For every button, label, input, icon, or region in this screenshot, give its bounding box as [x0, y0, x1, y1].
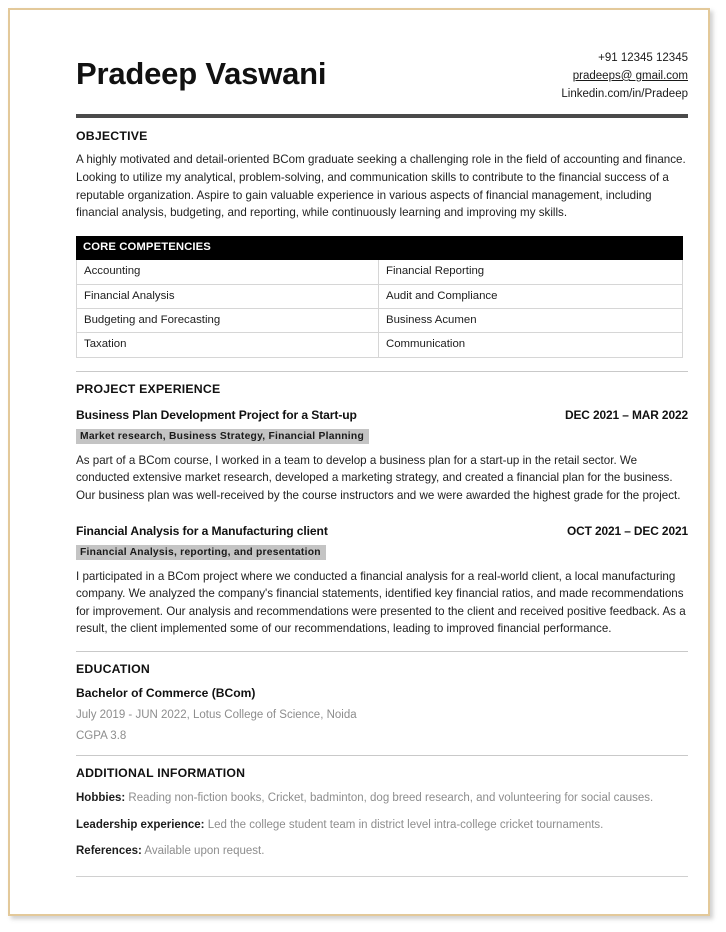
project-dates: DEC 2021 – MAR 2022 — [564, 407, 688, 422]
additional-info-label: Hobbies: — [76, 791, 126, 804]
section-core-competencies — [76, 236, 688, 358]
section-objective — [76, 129, 688, 221]
project-header — [76, 408, 688, 422]
additional-info-label: References: — [76, 845, 142, 858]
project-title: Financial Analysis for a Manufacturing client — [76, 523, 328, 538]
additional-info-item — [76, 817, 688, 834]
additional-info-item — [76, 843, 688, 860]
competency-cell: Budgeting and Forecasting — [77, 308, 379, 332]
core-competencies-table — [76, 236, 683, 358]
competency-cell: Accounting — [77, 260, 379, 284]
contact-linkedin[interactable]: Linkedin.com/in/Pradeep — [561, 87, 688, 100]
divider-project-experience — [76, 371, 688, 372]
project-tags: Market research, Business Strategy, Financial Planning — [76, 429, 369, 444]
project-dates: OCT 2021 – DEC 2021 — [566, 523, 688, 538]
resume-page — [8, 8, 710, 916]
divider-additional-information — [76, 755, 688, 756]
divider-footer — [76, 876, 688, 877]
project-description: As part of a BCom course, I worked in a team to develop a business plan for a start-up in the retail sector. We conducted extensive market research, developed a marketing strategy, and created a financial plan for the business. Our business plan was well-received by the course instructors and we were awarded the highest grade for the project. — [76, 453, 681, 502]
section-title-education: EDUCATION — [76, 661, 150, 676]
contact-phone: +91 12345 12345 — [598, 52, 688, 64]
project-description: I participated in a BCom project where we conducted a financial analysis for a real-world client, a local manufacturing company. We analyzed the company's financial statements, identified key financial ratios, and made recommendations for improvement. Our analysis and recommendations were presented to the client and received positive feedback. As a result, the client implemented some of our recommendations, leading to improved financial performance. — [76, 569, 686, 636]
section-project-experience — [76, 382, 688, 638]
competency-cell: Financial Analysis — [77, 284, 379, 308]
additional-info-value: Available upon request. — [144, 845, 265, 858]
section-title-project-experience: PROJECT EXPERIENCE — [76, 381, 221, 396]
table-header-row — [77, 236, 683, 259]
section-title-additional-information: ADDITIONAL INFORMATION — [76, 765, 246, 780]
education-dates-institution: July 2019 - JUN 2022, Lotus College of Science, Noida — [76, 708, 357, 721]
additional-info-value: Led the college student team in district level intra-college cricket tournaments. — [207, 818, 604, 831]
core-competencies-header: CORE COMPETENCIES — [77, 236, 683, 259]
contact-block — [561, 44, 688, 103]
section-additional-information — [76, 766, 688, 860]
table-row — [77, 284, 683, 308]
project-entry — [76, 408, 688, 505]
competency-cell: Financial Reporting — [379, 260, 683, 284]
resume-content — [76, 44, 688, 884]
project-tags: Financial Analysis, reporting, and presentation — [76, 545, 326, 560]
section-education — [76, 662, 688, 742]
table-row — [77, 308, 683, 332]
candidate-name: Pradeep Vaswani — [76, 56, 327, 91]
project-header — [76, 524, 688, 538]
objective-text: A highly motivated and detail-oriented BCom graduate seeking a challenging role in the field of accounting and finance. Looking to utilize my analytical, problem-solving, and communication skills to contribute to the financial success of a reputable organization. Aspire to gain valuable experience in various aspects of financial management, including financial analysis, budgeting, and reporting, while continuously learning and improving my skills. — [76, 153, 686, 220]
project-entry — [76, 524, 688, 638]
competency-cell: Business Acumen — [379, 308, 683, 332]
project-title: Business Plan Development Project for a Start-up — [76, 407, 357, 422]
additional-info-label: Leadership experience: — [76, 818, 205, 831]
competency-cell: Taxation — [77, 333, 379, 357]
education-degree: Bachelor of Commerce (BCom) — [76, 685, 256, 700]
table-row — [77, 260, 683, 284]
additional-info-value: Reading non-fiction books, Cricket, badminton, dog breed research, and volunteering for social causes. — [128, 791, 654, 804]
resume-header — [76, 44, 688, 103]
competency-cell: Communication — [379, 333, 683, 357]
competency-cell: Audit and Compliance — [379, 284, 683, 308]
additional-info-item — [76, 790, 688, 807]
table-row — [77, 333, 683, 357]
section-title-objective: OBJECTIVE — [76, 129, 148, 144]
divider-education — [76, 651, 688, 652]
contact-email[interactable]: pradeeps@ gmail.com — [572, 69, 688, 82]
header-rule — [76, 114, 688, 118]
education-cgpa: CGPA 3.8 — [76, 729, 127, 742]
